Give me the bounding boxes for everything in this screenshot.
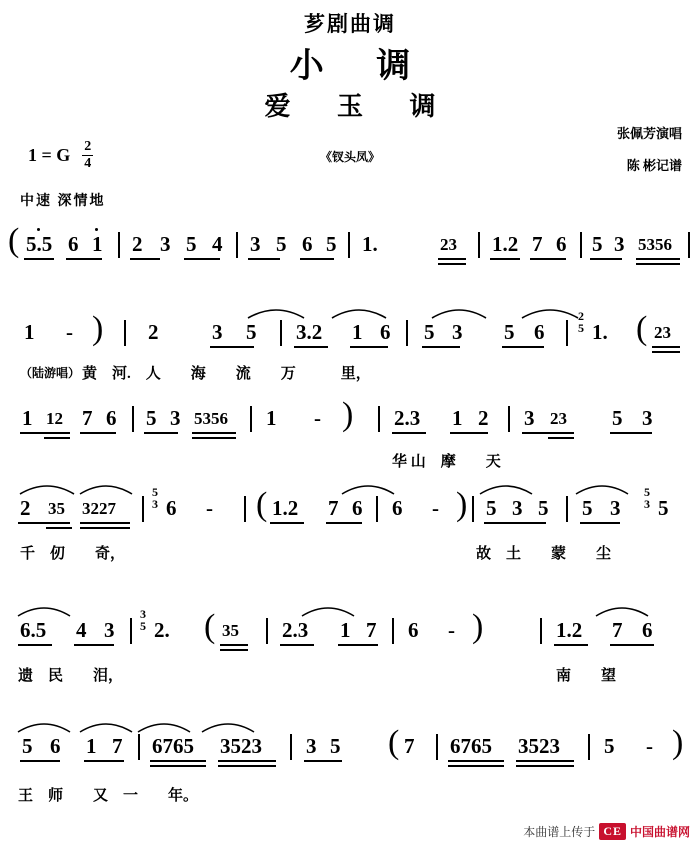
beam-line [18, 522, 70, 524]
beam-line [490, 258, 520, 260]
note: 5 [582, 496, 593, 520]
note: 5 [276, 232, 287, 256]
note: 3 [512, 496, 523, 520]
lyric-line-5b: 南 望 [556, 668, 617, 684]
beam-line [20, 432, 70, 434]
beam-line [392, 432, 426, 434]
beam-line [590, 258, 622, 260]
note: 1.2 [556, 618, 583, 642]
note: 3 [160, 232, 171, 256]
page-subtitle: 爱 玉 调 [264, 92, 456, 121]
barline [580, 232, 582, 258]
barline [266, 618, 268, 644]
beam-line [422, 346, 460, 348]
note: 2.3 [282, 618, 309, 642]
note: 1 [266, 406, 277, 430]
open-paren: ( [204, 608, 216, 645]
note: 5.5 [26, 232, 53, 256]
lyric-line-2: 黄 河. 人 海 流 万 里， [82, 366, 371, 382]
lyric-line-4a: 千 仞 奇， [20, 546, 126, 562]
note: 6 [166, 496, 177, 520]
note: 6.5 [20, 618, 47, 642]
barline [566, 320, 568, 346]
lyric-line-5a: 遗 民 泪， [18, 668, 124, 684]
grace-note: 5 3 [152, 485, 158, 511]
beam-line [144, 432, 178, 434]
series-title: 芗剧曲调 [304, 12, 396, 36]
beam-line [610, 644, 654, 646]
beam-line [438, 263, 466, 265]
note: 1 [352, 320, 363, 344]
note: 5 [612, 406, 623, 430]
barline [132, 406, 134, 432]
beam-line [150, 765, 206, 767]
note: 1 [452, 406, 463, 430]
beam-line [192, 437, 236, 439]
beam-line [20, 760, 60, 762]
note: 6 [352, 496, 363, 520]
note: 3227 [82, 499, 116, 518]
note: 5 [604, 734, 615, 758]
beam-line [548, 437, 574, 439]
beam-line [516, 765, 574, 767]
footer-text: 本曲谱上传于 [523, 825, 596, 839]
barline [688, 232, 690, 258]
score-row-6 [0, 716, 700, 804]
note: - [66, 320, 73, 344]
site-name: 中国曲谱网 [629, 825, 690, 839]
note: 7 [328, 496, 339, 520]
notation-line-3 [0, 398, 700, 444]
grace-note: 5 3 [644, 485, 650, 511]
note: 7 [532, 232, 543, 256]
note: 12 [46, 409, 63, 428]
close-paren: ) [456, 486, 468, 523]
beam-line [184, 258, 220, 260]
slur-mark [300, 602, 356, 618]
note: 7 [404, 734, 415, 758]
beam-line [516, 760, 574, 762]
note: 1.2 [272, 496, 299, 520]
beam-line [448, 760, 504, 762]
beam-line [280, 644, 314, 646]
beam-line [44, 437, 70, 439]
beam-line [270, 522, 304, 524]
barline [436, 734, 438, 760]
note: 1 [340, 618, 351, 642]
beam-line [350, 346, 388, 348]
beam-line [80, 432, 116, 434]
beam-line [84, 760, 124, 762]
beam-line [18, 644, 52, 646]
note: 35 [222, 621, 239, 640]
slur-mark [16, 602, 72, 618]
key-signature-text: 1 = G [28, 145, 71, 165]
notation-line-6 [0, 716, 700, 762]
barline [250, 406, 252, 432]
beam-line [448, 765, 504, 767]
beam-line [218, 760, 276, 762]
open-paren: ( [256, 486, 268, 523]
note: 2. [154, 618, 170, 642]
note: 6 [534, 320, 545, 344]
note: 3 [212, 320, 223, 344]
slur-mark [574, 480, 630, 496]
note: 3523 [220, 734, 262, 758]
note: 2 [20, 496, 31, 520]
note: 6 [556, 232, 567, 256]
note: 6765 [152, 734, 194, 758]
note: - [646, 734, 653, 758]
slur-mark [16, 718, 72, 734]
barline [236, 232, 238, 258]
beam-line [450, 432, 488, 434]
key-signature [28, 140, 93, 171]
beam-line [554, 644, 588, 646]
barline [406, 320, 408, 346]
beam-line [300, 258, 334, 260]
slur-mark [330, 304, 388, 320]
beam-line [130, 258, 160, 260]
barline [138, 734, 140, 760]
page-title: 小 调 [289, 48, 433, 85]
note: 3 [250, 232, 261, 256]
note: 5 [592, 232, 603, 256]
credit-notator: 陈 彬记谱 [626, 158, 682, 173]
score-row-1 [0, 222, 700, 302]
note: 3 [614, 232, 625, 256]
beam-line [326, 522, 362, 524]
beam-line [438, 258, 466, 260]
note: 2 [148, 320, 159, 344]
tempo-marking: 中速 深情地 [20, 194, 106, 209]
note: 1 [86, 734, 97, 758]
barline [376, 496, 378, 522]
beam-line [502, 346, 544, 348]
time-signature [82, 140, 93, 171]
octave-dot [95, 228, 98, 231]
slur-mark [478, 480, 534, 496]
beam-line [150, 760, 206, 762]
note: 7 [82, 406, 93, 430]
barline [348, 232, 350, 258]
note: 1 [92, 232, 103, 256]
score-row-4 [0, 486, 700, 560]
slur-mark [78, 718, 134, 734]
beam-line [210, 346, 254, 348]
note: - [448, 618, 455, 642]
barline [244, 496, 246, 522]
barline [142, 496, 144, 522]
barline [540, 618, 542, 644]
beam-line [218, 765, 276, 767]
note: 5356 [194, 409, 228, 428]
note: 6 [302, 232, 313, 256]
note: 6 [106, 406, 117, 430]
footer-credit [523, 823, 690, 840]
note: 3 [170, 406, 181, 430]
beam-line [522, 432, 574, 434]
barline [290, 734, 292, 760]
note: 5 [22, 734, 33, 758]
note: 3 [610, 496, 621, 520]
notation-line-2 [0, 308, 700, 354]
note: 4 [212, 232, 223, 256]
open-paren: ( [636, 310, 648, 347]
note: - [206, 496, 213, 520]
note: 5 [504, 320, 515, 344]
source-work-label: 《钗头凤》 [319, 150, 380, 164]
lyric-line-3: 华 山 摩 天 [392, 454, 501, 470]
time-signature-denominator: 4 [84, 156, 92, 171]
note: 3 [524, 406, 535, 430]
lyric-line-6: 王 师 又 一 年。 [18, 788, 199, 804]
note: 3 [104, 618, 115, 642]
note: 6 [50, 734, 61, 758]
barline [130, 618, 132, 644]
barline [124, 320, 126, 346]
beam-line [192, 432, 236, 434]
barline [566, 496, 568, 522]
barline [472, 496, 474, 522]
note: 5 [186, 232, 197, 256]
beam-line [530, 258, 566, 260]
notation-line-1 [0, 222, 700, 274]
beam-line [248, 258, 280, 260]
note: 35 [48, 499, 65, 518]
notation-line-5 [0, 606, 700, 652]
beam-line [80, 527, 130, 529]
close-paren: ) [472, 608, 484, 645]
note: 3.2 [296, 320, 323, 344]
credit-singer: 张佩芳演唱 [616, 126, 682, 141]
note: 7 [612, 618, 623, 642]
barline [588, 734, 590, 760]
site-logo: CE [599, 823, 626, 840]
beam-line [580, 522, 620, 524]
note: 5 [326, 232, 337, 256]
beam-line [294, 346, 328, 348]
barline [478, 232, 480, 258]
open-paren: ( [8, 222, 20, 259]
score-row-3 [0, 398, 700, 472]
note: 5 [424, 320, 435, 344]
time-signature-numerator: 2 [84, 139, 92, 154]
octave-dot [37, 228, 40, 231]
note: 5 [146, 406, 157, 430]
note: 3 [452, 320, 463, 344]
note: 5 [246, 320, 257, 344]
note: 6 [380, 320, 391, 344]
score-row-2 [0, 308, 700, 382]
note: 1 [24, 320, 35, 344]
beam-line [24, 258, 54, 260]
lyric-line-4b: 故 土 蒙 尘 [476, 546, 612, 562]
beam-line [484, 522, 546, 524]
note: 5356 [638, 235, 672, 254]
note: 1.2 [492, 232, 519, 256]
slur-mark [594, 602, 650, 618]
note: 23 [440, 235, 457, 254]
note: 4 [76, 618, 87, 642]
note: 2 [132, 232, 143, 256]
slur-mark [430, 304, 488, 320]
beam-line [610, 432, 652, 434]
note: 7 [366, 618, 377, 642]
barline [118, 232, 120, 258]
note: 3523 [518, 734, 560, 758]
note: 2 [478, 406, 489, 430]
slur-mark [340, 480, 396, 496]
note: 3 [306, 734, 317, 758]
note: 5 [330, 734, 341, 758]
note: 23 [654, 323, 671, 342]
beam-line [652, 346, 680, 348]
beam-line [636, 258, 680, 260]
beam-line [74, 644, 114, 646]
note: 6 [408, 618, 419, 642]
barline [392, 618, 394, 644]
note: 5 [538, 496, 549, 520]
beam-line [66, 258, 102, 260]
note: 1. [362, 232, 378, 256]
slur-mark [520, 304, 580, 320]
barline [280, 320, 282, 346]
note: 6 [68, 232, 79, 256]
beam-line [652, 351, 680, 353]
beam-line [338, 644, 378, 646]
note: - [432, 496, 439, 520]
beam-line [220, 644, 248, 646]
beam-line [220, 649, 248, 651]
note: 6 [642, 618, 653, 642]
note: - [314, 406, 321, 430]
beam-line [636, 263, 680, 265]
slur-mark [78, 480, 134, 496]
note: 1 [22, 406, 33, 430]
notation-line-4 [0, 486, 700, 532]
grace-note: 2 5 [578, 309, 584, 335]
close-paren: ) [672, 724, 684, 761]
score-row-5 [0, 606, 700, 684]
slur-mark [246, 304, 306, 320]
barline [508, 406, 510, 432]
note: 23 [550, 409, 567, 428]
close-paren: ) [342, 396, 354, 433]
note: 2.3 [394, 406, 421, 430]
grace-note: 3 5 [140, 607, 146, 633]
close-paren: ) [92, 310, 104, 347]
beam-line [304, 760, 342, 762]
beam-line [46, 527, 72, 529]
note: 3 [642, 406, 653, 430]
beam-line [80, 522, 130, 524]
slur-mark [200, 718, 256, 734]
slur-mark [136, 718, 192, 734]
open-paren: ( [388, 724, 400, 761]
slur-mark [18, 480, 76, 496]
lyric-line-2-prefix: （陆游唱） [20, 366, 81, 380]
note: 5 [486, 496, 497, 520]
note: 5 [658, 496, 669, 520]
note: 7 [112, 734, 123, 758]
barline [378, 406, 380, 432]
note: 6 [392, 496, 403, 520]
note: 6765 [450, 734, 492, 758]
note: 1. [592, 320, 608, 344]
